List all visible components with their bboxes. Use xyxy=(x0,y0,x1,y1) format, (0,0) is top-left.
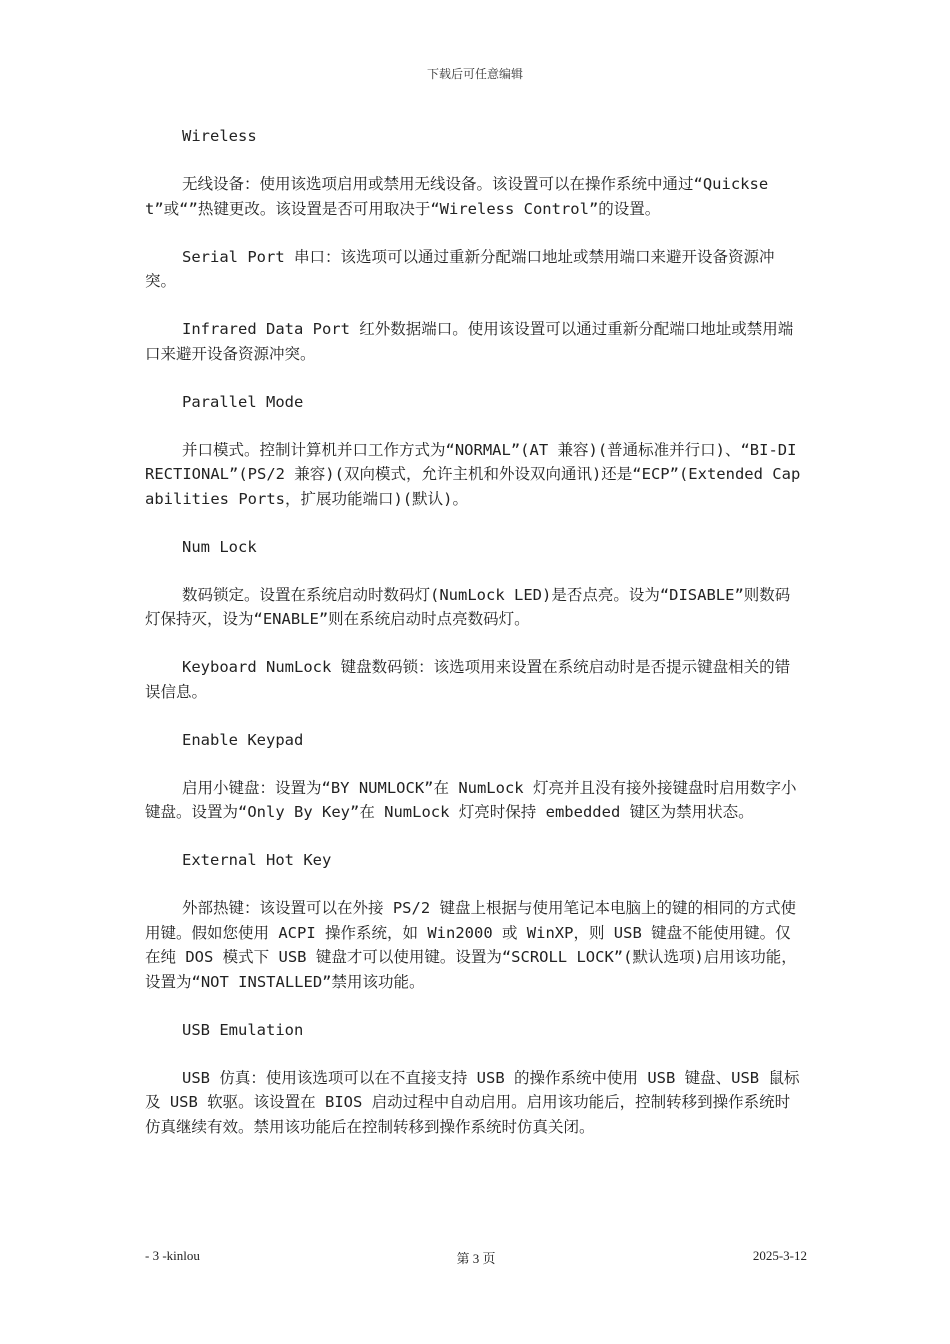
heading-parallel-mode: Parallel Mode xyxy=(182,392,304,411)
paragraph-num-lock: 数码锁定。设置在系统启动时数码灯(NumLock LED)是否点亮。设为“DISABLE”则数码灯保持灭，设为“ENABLE”则在系统启动时点亮数码灯。 xyxy=(145,585,791,628)
paragraph-infrared-data-port: Infrared Data Port 红外数据端口。使用该设置可以通过重新分配端口地址或禁用端口来避开设备资源冲突。 xyxy=(145,320,794,363)
document-body xyxy=(145,124,805,1163)
heading-wireless: Wireless xyxy=(182,127,257,145)
paragraph-usb-emulation: USB 仿真：使用该选项可以在不直接支持 USB 的操作系统中使用 USB 键盘、USB 鼠标及 USB 软驱。该设置在 BIOS 启动过程中自动启用。启用该功能后，控制转移到操作系统时仿真继续有效。禁用该功能后在控制转移到操作系统时仿真关闭。 xyxy=(145,1068,800,1136)
paragraph-wireless: 无线设备：使用该选项启用或禁用无线设备。该设置可以在操作系统中通过“Quickset”或“”热键更改。该设置是否可用取决于“Wireless Control”的设置。 xyxy=(145,175,769,218)
paragraph-keyboard-numlock: Keyboard NumLock 键盘数码锁：该选项用来设置在系统启动时是否提示键盘相关的错误信息。 xyxy=(145,658,791,701)
paragraph-enable-keypad: 启用小键盘：设置为“BY NUMLOCK”在 NumLock 灯亮并且没有接外接键盘时启用数字小键盘。设置为“Only By Key”在 NumLock 灯亮时保持 embedded 键区为禁用状态。 xyxy=(145,778,797,821)
heading-usb-emulation: USB Emulation xyxy=(182,1020,304,1039)
heading-num-lock: Num Lock xyxy=(182,537,257,556)
footer-left-text: - 3 -kinlou xyxy=(145,1248,200,1263)
footer-page-number: 第 3 页 xyxy=(456,1251,496,1266)
footer-date: 2025-3-12 xyxy=(752,1248,807,1263)
page-header: 下载后可任意编辑 xyxy=(426,67,523,81)
page-footer xyxy=(145,1248,807,1268)
heading-enable-keypad: Enable Keypad xyxy=(182,730,304,749)
heading-external-hot-key: External Hot Key xyxy=(182,851,332,869)
paragraph-serial-port: Serial Port 串口：该选项可以通过重新分配端口地址或禁用端口来避开设备资源冲突。 xyxy=(145,247,775,290)
paragraph-parallel-mode: 并口模式。控制计算机并口工作方式为“NORMAL”(AT 兼容)(普通标准并行口)、“BI-DIRECTIONAL”(PS/2 兼容)(双向模式，允许主机和外设双向通讯)还是“ECP”(Extended Capabilities Ports，扩展功能端口)(默认)。 xyxy=(145,440,801,508)
paragraph-external-hot-key: 外部热键：该设置可以在外接 PS/2 键盘上根据与使用笔记本电脑上的键的相同的方式使用键。假如您使用 ACPI 操作系统，如 Win2000 或 WinXP，则 USB 键盘不能使用键。仅在纯 DOS 模式下 USB 键盘才可以使用键。设置为“SCROLL LOCK”(默认选项)启用该功能，设置为“NOT INSTALLED”禁用该功能。 xyxy=(145,899,797,991)
